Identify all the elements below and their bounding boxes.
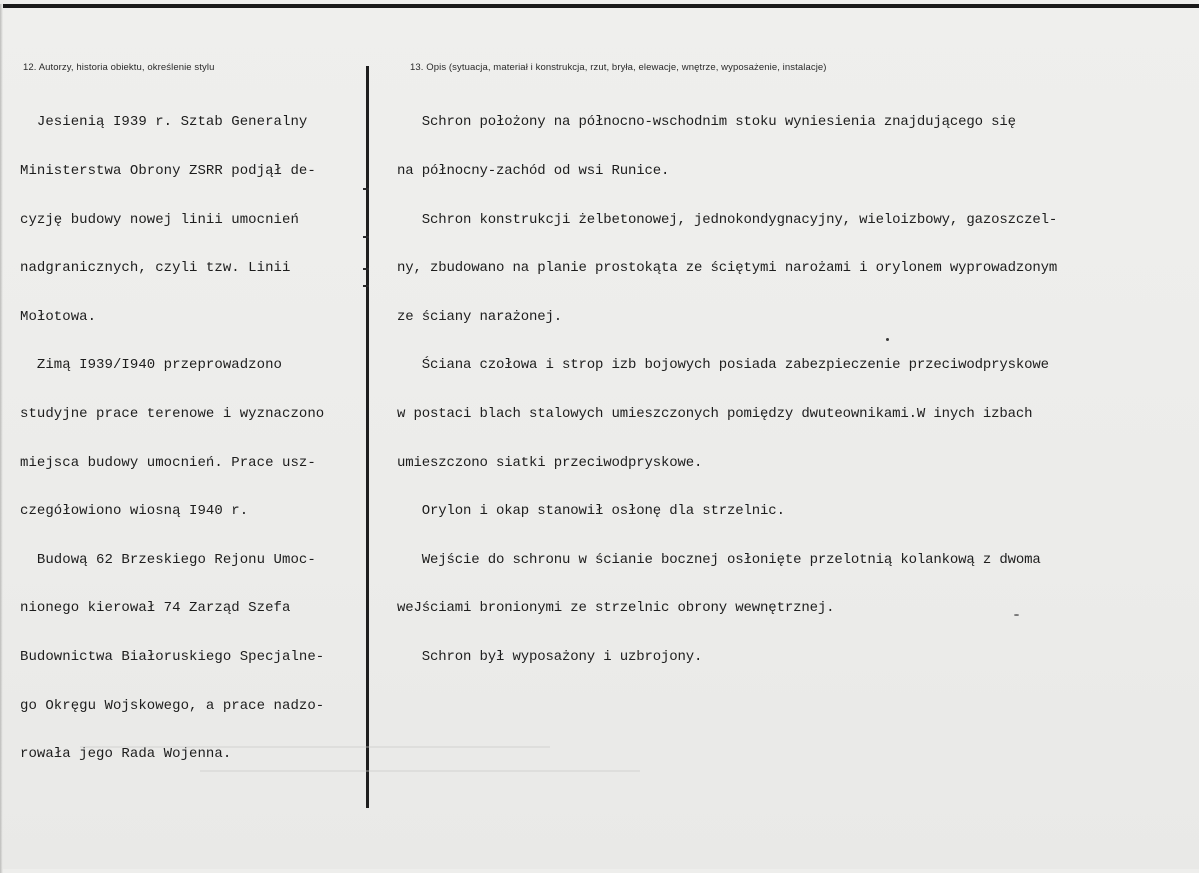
text-line: miejsca budowy umocnień. Prace usz-	[20, 454, 316, 471]
card-top-edge	[0, 4, 1199, 8]
text-line: Jesienią I939 r. Sztab Generalny	[20, 114, 308, 131]
text-line: Schron konstrukcji żelbetonowej, jednokondygnacyjny, wieloizbowy, gazoszczel-	[397, 211, 1058, 228]
text-line: nionego kierował 74 Zarząd Szefa	[20, 600, 291, 617]
text-line: Mołotowa.	[20, 308, 97, 325]
text-line: Ściana czołowa i strop izb bojowych posiada zabezpieczenie przeciwodpryskowe	[397, 357, 1049, 374]
text-line: umieszczono siatki przeciwodpryskowe.	[397, 454, 703, 471]
section-13-text	[397, 82, 1187, 698]
text-line: Schron był wyposażony i uzbrojony.	[397, 648, 703, 665]
text-line: ny, zbudowano na planie prostokąta ze ściętymi narożami i orylonem wyprowadzonym	[397, 260, 1058, 277]
section-12-heading: 12. Autorzy, historia obiektu, określenie stylu	[23, 62, 215, 73]
text-line: nadgranicznych, czyli tzw. Linii	[20, 260, 291, 277]
faded-show-through	[80, 746, 550, 748]
record-card	[0, 4, 1199, 869]
text-line: czegółowiono wiosną I940 r.	[20, 503, 249, 520]
faded-show-through	[200, 770, 640, 772]
column-divider	[366, 66, 369, 808]
text-line: Zimą I939/I940 przeprowadzono	[20, 357, 282, 374]
text-line: weJściami bronionymi ze strzelnic obrony wewnętrznej.	[397, 600, 835, 617]
card-left-edge	[0, 4, 3, 873]
text-line: go Okręgu Wojskowego, a prace nadzo-	[20, 697, 325, 714]
text-line: studyjne prace terenowe i wyznaczono	[20, 405, 325, 422]
paper-speck	[1014, 614, 1019, 616]
text-line: ze ściany narażonej.	[397, 308, 563, 325]
text-line: Ministerstwa Obrony ZSRR podjął de-	[20, 163, 316, 179]
text-line: Budownictwa Białoruskiego Specjalne-	[20, 648, 325, 665]
text-line: Budową 62 Brzeskiego Rejonu Umoc-	[20, 551, 316, 568]
text-line: rowała jego Rada Wojenna.	[20, 746, 232, 763]
text-line: Schron położony na północno-wschodnim stoku wyniesienia znajdującego się	[397, 114, 1016, 131]
text-line: w postaci blach stalowych umieszczonych pomiędzy dwuteownikami.W inych izbach	[397, 405, 1033, 422]
text-line: na północny-zachód od wsi Runice.	[397, 163, 670, 179]
paper-speck	[886, 338, 889, 341]
text-line: Orylon i okap stanowił osłonę dla strzelnic.	[397, 503, 785, 520]
section-13-heading: 13. Opis (sytuacja, materiał i konstrukcja, rzut, bryła, elewacje, wnętrze, wyposażenie, instalacje)	[410, 62, 827, 73]
section-12-text	[20, 82, 365, 795]
text-line: Wejście do schronu w ścianie bocznej osłonięte przelotnią kolankową z dwoma	[397, 551, 1041, 568]
text-line: cyzję budowy nowej linii umocnień	[20, 211, 299, 228]
